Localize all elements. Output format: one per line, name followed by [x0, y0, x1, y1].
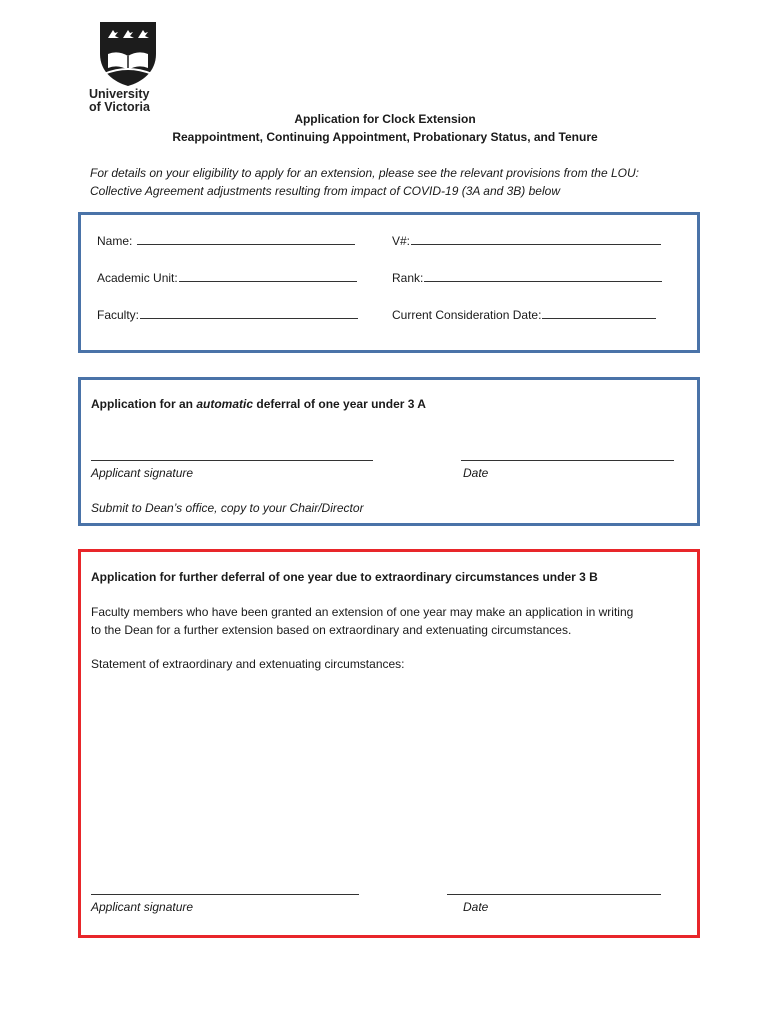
form-subtitle: Reappointment, Continuing Appointment, Probationary Status, and Tenure [172, 130, 598, 144]
section-3a-heading [91, 395, 426, 413]
name-field [97, 233, 355, 248]
consideration-date-input-line[interactable] [542, 307, 656, 319]
vnumber-input-line[interactable] [411, 233, 661, 245]
section-3b-body [91, 603, 691, 639]
section-3b-heading: Application for further deferral of one year due to extraordinary circumstances under 3 B [91, 570, 598, 584]
consideration-date-field [392, 307, 656, 322]
intro-text [90, 164, 690, 200]
section-3a-date-label: Date [463, 466, 489, 480]
consideration-date-label: Current Consideration Date: [392, 308, 542, 322]
intro-line1: For details on your eligibility to apply for an extension, please see the relevant provisions from the LOU: [90, 166, 639, 180]
intro-line2: Collective Agreement adjustments resulting from impact of COVID-19 (3A and 3B) below [90, 184, 560, 198]
academic-unit-label: Academic Unit: [97, 271, 178, 285]
rank-label: Rank: [392, 271, 424, 285]
university-name [89, 88, 150, 114]
section-3a-submit-note: Submit to Dean’s office, copy to your Chair/Director [91, 501, 364, 515]
section-3a-signature-label: Applicant signature [91, 466, 194, 480]
university-name-line2: of Victoria [89, 100, 150, 114]
faculty-label: Faculty: [97, 308, 140, 322]
rank-field [392, 270, 662, 285]
vnumber-label: V#: [392, 234, 411, 248]
section-3b-body-line2: to the Dean for a further extension based on extraordinary and extenuating circumstances. [91, 623, 572, 637]
name-input-line[interactable] [137, 233, 355, 245]
faculty-field [97, 307, 358, 322]
academic-unit-field [97, 270, 357, 285]
section-3a-heading-suffix: deferral of one year under 3 A [253, 397, 426, 411]
section-3b-signature-label: Applicant signature [91, 900, 194, 914]
faculty-input-line[interactable] [140, 307, 358, 319]
section-3a-date-line[interactable] [461, 460, 674, 461]
vnumber-field [392, 233, 661, 248]
section-3a-heading-prefix: Application for an [91, 397, 197, 411]
section-3b-body-line1: Faculty members who have been granted an extension of one year may make an application in writing [91, 605, 634, 619]
statement-label: Statement of extraordinary and extenuating circumstances: [91, 657, 405, 671]
section-3b-date-line[interactable] [447, 894, 661, 895]
name-label: Name: [97, 234, 136, 248]
statement-text-area[interactable] [91, 680, 687, 880]
section-3a-heading-emphasis: automatic [196, 397, 254, 411]
university-name-line1: University [89, 87, 150, 101]
rank-input-line[interactable] [424, 270, 662, 282]
section-3a-signature-line[interactable] [91, 460, 373, 461]
academic-unit-input-line[interactable] [179, 270, 357, 282]
section-3b-date-label: Date [463, 900, 489, 914]
section-3b-signature-line[interactable] [91, 894, 359, 895]
form-title: Application for Clock Extension [294, 112, 476, 126]
